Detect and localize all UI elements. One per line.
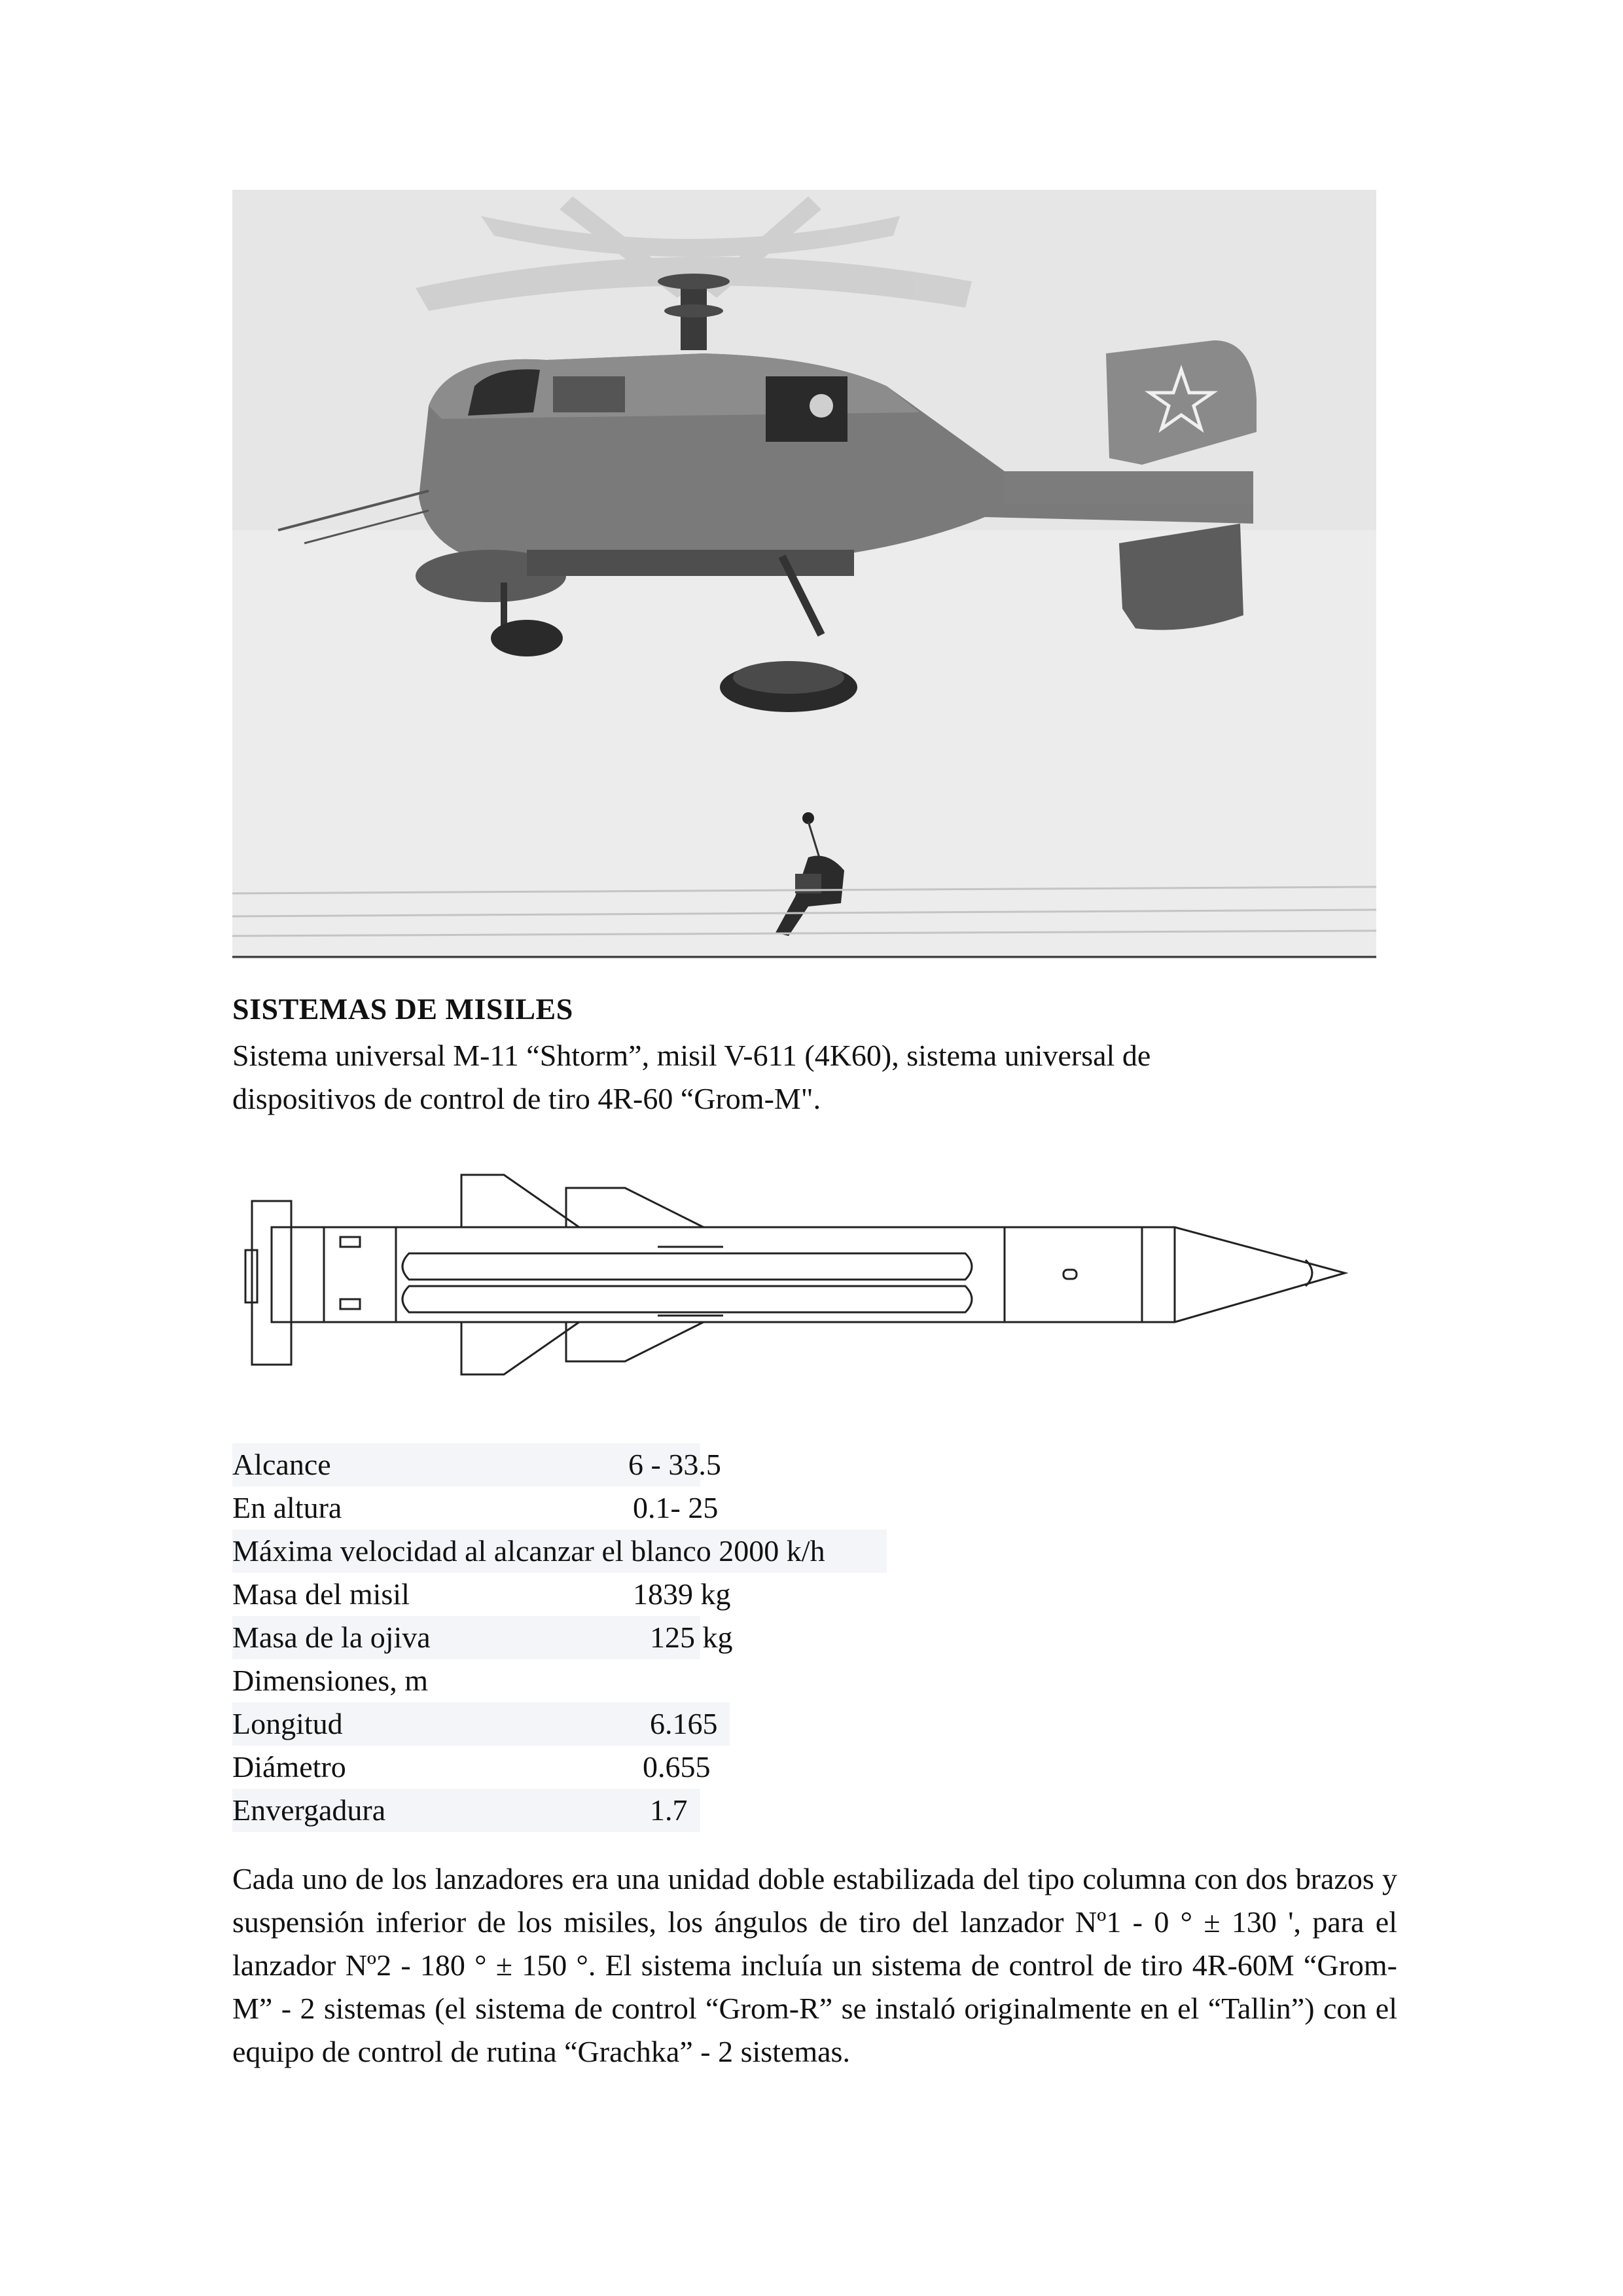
spec-label: Máxima velocidad al alcanzar el blanco 2000 k/h bbox=[232, 1534, 825, 1568]
spec-label: Alcance bbox=[232, 1448, 331, 1481]
spec-value: 0.1- 25 bbox=[633, 1491, 719, 1524]
spec-row-masa-misil bbox=[232, 1573, 887, 1616]
spec-row-longitud bbox=[232, 1702, 730, 1746]
spec-row-masa-ojiva bbox=[232, 1616, 733, 1659]
spec-label: Diámetro bbox=[232, 1750, 346, 1784]
intro-text: Sistema universal M-11 “Shtorm”, misil V-611 (4K60), sistema universal de dispositivos de control de tiro 4R-60 “Grom-M". bbox=[232, 1039, 1151, 1115]
section-heading: SISTEMAS DE MISILES bbox=[232, 992, 573, 1026]
spec-value: 125 kg bbox=[650, 1621, 733, 1654]
spec-row-dimensiones bbox=[232, 1659, 887, 1702]
spec-label: Masa de la ojiva bbox=[232, 1621, 431, 1654]
spec-value: 1839 kg bbox=[633, 1577, 731, 1611]
spec-value: 1.7 bbox=[650, 1793, 688, 1827]
spec-value: 6.165 bbox=[650, 1707, 718, 1740]
spec-label: Dimensiones, m bbox=[232, 1664, 428, 1697]
specs-table bbox=[232, 1443, 887, 1832]
spec-value: 0.655 bbox=[643, 1750, 711, 1784]
spec-row-diametro bbox=[232, 1746, 887, 1789]
spec-row-velocidad bbox=[232, 1530, 887, 1573]
missile-diagram bbox=[232, 1162, 1384, 1410]
spec-value: 6 - 33.5 bbox=[628, 1448, 721, 1481]
spec-row-alcance bbox=[232, 1443, 721, 1486]
spec-row-altura bbox=[232, 1486, 887, 1530]
spec-label: En altura bbox=[232, 1491, 342, 1524]
spec-label: Longitud bbox=[232, 1707, 343, 1740]
spec-label: Masa del misil bbox=[232, 1577, 410, 1611]
spec-label: Envergadura bbox=[232, 1793, 386, 1827]
spec-row-envergadura bbox=[232, 1789, 700, 1832]
helicopter-photo bbox=[232, 190, 1376, 959]
launcher-description: Cada uno de los lanzadores era una unidad doble estabilizada del tipo columna con dos brazos y suspensión inferior de los misiles, los ángulos de tiro del lanzador Nº1 - 0 ° ± 130 ', para el lanzador Nº2 - 180 ° ± 150 °. El sistema incluía un sistema de control de tiro 4R-60M “Grom-M” - 2 sistemas (el sistema de control “Grom-R” se instaló originalmente en el “Tallin”) con el equipo de control de rutina “Grachka” - 2 sistemas. bbox=[232, 1862, 1397, 2068]
